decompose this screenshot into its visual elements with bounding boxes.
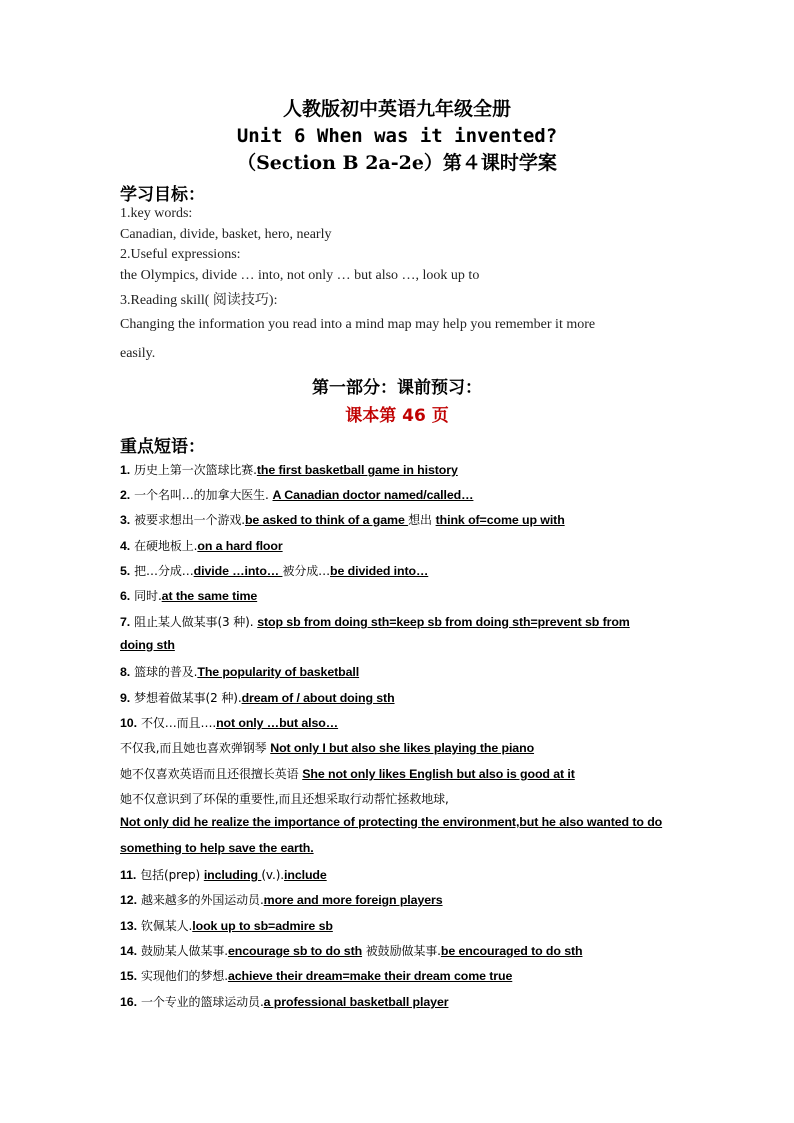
phrase-line [120,689,395,706]
phrase-line [120,486,473,503]
phrase-line [120,638,175,652]
reading-skill-text-line2: easily. [120,346,156,361]
phrase-number: 10. [120,716,137,730]
phrase-line [120,891,443,908]
phrase-chinese-extra: 被鼓励做某事. [362,944,441,958]
phrase-chinese: 一个专业的篮球运动员. [140,995,264,1009]
phrase-answer: A Canadian doctor named/called… [272,488,474,502]
phrase-chinese: 阻止某人做某事(3 种). [134,615,258,629]
textbook-page-reference: 课本第 46 页 [345,406,449,426]
phrase-number: 2. [120,488,131,502]
phrase-answer: the first basketball game in history [256,463,458,477]
reading-skill-text-line1: Changing the information you read into a mind map may help you remember it more [120,317,596,332]
phrase-answer-extra: be encouraged to do sth [440,944,583,958]
phrase-answer: something to help save the earth. [120,841,314,855]
phrase-answer-extra: think of=come up with [435,513,565,527]
part-one-title: 第一部分：课前预习： [312,378,482,398]
title-line3: （Section B 2a-2e）第４课时学案 [237,152,557,174]
phrase-answer: Not only did he realize the importance of protecting the environment,but he also wanted to do [120,815,663,829]
phrase-line [120,815,662,829]
phrase-answer-extra: include [284,868,327,882]
phrase-number: 5. [120,564,131,578]
title-block [0,96,794,177]
phrase-number: 13. [120,919,137,933]
phrase-chinese-extra: (v.). [261,868,285,882]
phrase-answer: She not only likes English but also is good at it [302,767,575,781]
phrase-answer: achieve their dream=make their dream come true [227,969,513,983]
phrase-chinese: 不仅我,而且她也喜欢弹钢琴 [120,741,271,755]
phrase-answer: encourage sb to do sth [227,944,363,958]
phrase-chinese-extra: 被分成… [282,564,331,578]
phrase-answer: Not only I but also she likes playing the piano [270,741,535,755]
phrase-line [120,613,630,630]
phrase-line [120,739,534,756]
title-line2: Unit 6 When was it invented? [236,125,558,147]
phrase-chinese: 实现他们的梦想. [140,969,228,983]
phrase-number: 15. [120,969,137,983]
phrase-number: 4. [120,539,131,553]
phrase-chinese: 一个名叫…的加拿大医生. [134,488,273,502]
phrase-chinese: 她不仅意识到了环保的重要性,而且还想采取行动帮忙拯救地球, [120,792,449,806]
phrase-chinese: 把…分成… [134,564,194,578]
key-phrases-heading: 重点短语： [120,437,205,457]
phrase-number: 7. [120,615,131,629]
phrase-line [120,917,333,934]
phrase-number: 8. [120,665,131,679]
phrase-chinese: 她不仅喜欢英语而且还很擅长英语 [120,767,303,781]
phrase-line [120,461,458,478]
objectives-heading: 学习目标： [120,185,205,205]
phrase-answer: a professional basketball player [263,995,449,1009]
phrase-line [120,942,582,959]
key-words-label: 1.key words: [120,206,193,221]
phrase-answer: stop sb from doing sth=keep sb from doing sth=prevent sb from [257,615,630,629]
phrase-number: 3. [120,513,131,527]
phrase-chinese: 篮球的普及. [134,665,198,679]
phrase-line [120,714,338,731]
phrase-number: 1. [120,463,131,477]
phrase-chinese: 历史上第一次篮球比赛. [134,463,257,477]
reading-skill-label: 3.Reading skill( 阅读技巧): [120,293,278,308]
phrase-line [120,841,314,855]
phrase-line [120,765,575,782]
phrase-number: 12. [120,893,137,907]
phrase-chinese-extra: 想出 [408,513,436,527]
phrase-answer: not only …but also… [216,716,339,730]
phrase-chinese: 包括(prep) [140,868,204,882]
phrase-chinese: 在硬地板上. [134,539,198,553]
phrase-answer: dream of / about doing sth [241,691,395,705]
phrase-number: 16. [120,995,137,1009]
phrase-answer: be asked to think of a game [244,513,409,527]
expressions-label: 2.Useful expressions: [120,247,241,262]
phrase-line [120,866,327,883]
phrase-line [120,587,257,604]
phrase-chinese: 不仅…而且…. [140,716,217,730]
phrase-chinese: 被要求想出一个游戏. [134,513,245,527]
phrase-answer: divide …into… [193,564,283,578]
phrase-chinese: 梦想着做某事(2 种). [134,691,242,705]
phrase-answer: The popularity of basketball [197,665,360,679]
phrase-line [120,663,359,680]
phrase-number: 11. [120,868,137,882]
phrase-line [120,537,283,554]
phrase-chinese: 同时. [134,589,162,603]
phrase-answer-extra: be divided into… [330,564,429,578]
phrase-chinese: 钦佩某人. [140,919,193,933]
phrase-answer: including [203,868,262,882]
phrase-answer: doing sth [120,638,175,652]
expressions-list: the Olympics, divide … into, not only … but also …, look up to [120,268,480,283]
phrase-chinese: 鼓励某人做某事. [140,944,228,958]
phrase-answer: more and more foreign players [263,893,443,907]
phrase-number: 14. [120,944,137,958]
key-words-list: Canadian, divide, basket, hero, nearly [120,227,332,242]
phrase-number: 6. [120,589,131,603]
phrase-answer: at the same time [161,589,258,603]
title-line1: 人教版初中英语九年级全册 [282,98,511,120]
phrase-line [120,993,448,1010]
phrase-answer: on a hard floor [197,539,283,553]
phrase-answer: look up to sb=admire sb [192,919,333,933]
phrase-line [120,511,565,528]
phrase-number: 9. [120,691,131,705]
phrase-line [120,790,449,807]
phrase-line [120,967,512,984]
phrase-chinese: 越来越多的外国运动员. [140,893,264,907]
phrase-line [120,562,428,579]
